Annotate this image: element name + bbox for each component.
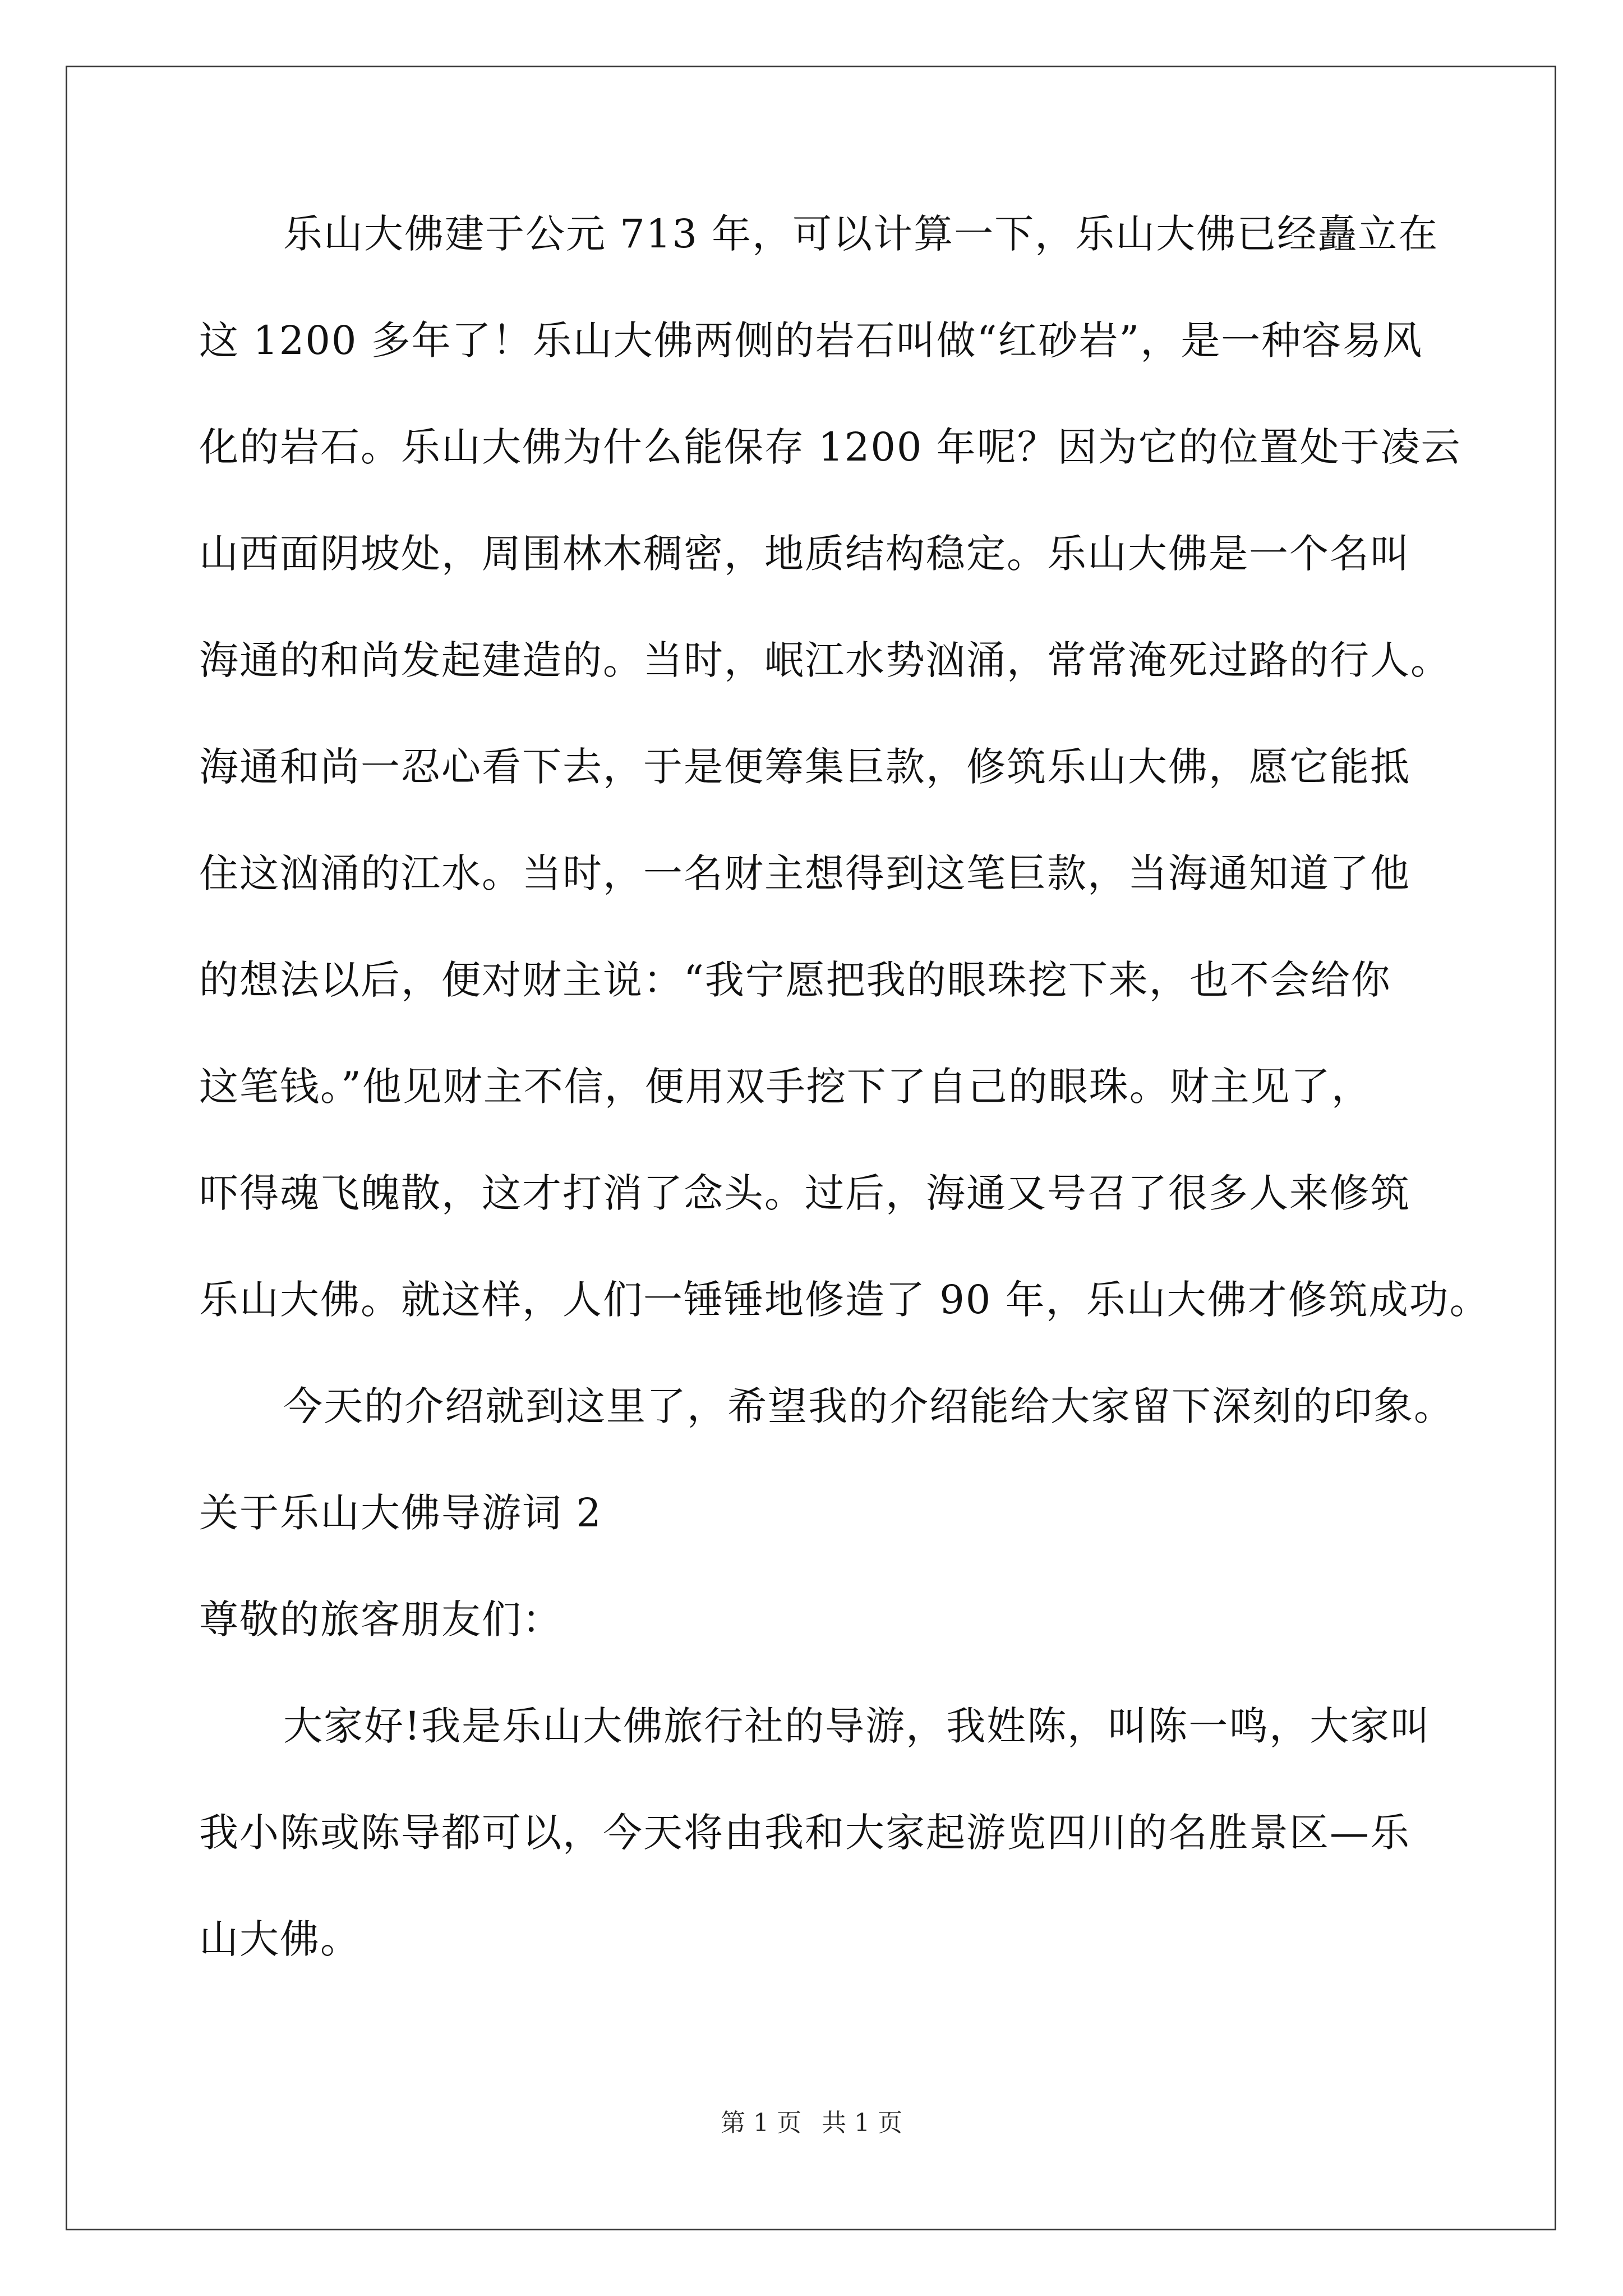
greeting-line: 尊敬的旅客朋友们： [199,1596,562,1642]
paragraph-line: 吓得魂飞魄散，这才打消了念头。过后，海通又号召了很多人来修筑 [199,1170,1410,1216]
paragraph-line: 今天的介绍就到这里了，希望我的介绍能给大家留下深刻的印象。 [283,1383,1454,1429]
paragraph-line: 乐山大佛。就这样，人们一锤锤地修造了 90 年，乐山大佛才修筑成功。 [199,1277,1490,1323]
paragraph-line: 我小陈或陈导都可以，今天将由我和大家起游览四川的名胜景区—乐 [199,1810,1410,1856]
page-border [66,66,1556,2230]
paragraph-line: 乐山大佛建于公元 713 年，可以计算一下，乐山大佛已经矗立在 [283,211,1439,257]
page-total: 共 1 页 [822,2109,902,2137]
paragraph-line: 山西面阴坡处，周围林木稠密，地质结构稳定。乐山大佛是一个名叫 [199,531,1410,577]
paragraph-line: 大家好!我是乐山大佛旅行社的导游，我姓陈，叫陈一鸣，大家叫 [283,1703,1431,1749]
page-number: 第 1 页 [721,2109,801,2137]
paragraph-line: 化的岩石。乐山大佛为什么能保存 1200 年呢？因为它的位置处于凌云 [199,424,1461,470]
paragraph-line: 住这汹涌的江水。当时，一名财主想得到这笔巨款，当海通知道了他 [199,850,1410,896]
paragraph-line: 海通和尚一忍心看下去，于是便筹集巨款，修筑乐山大佛，愿它能抵 [199,744,1410,790]
paragraph-line: 海通的和尚发起建造的。当时，岷江水势汹涌，常常淹死过路的行人。 [199,637,1451,683]
paragraph-line: 这 1200 多年了！乐山大佛两侧的岩石叫做“红砂岩”，是一种容易风 [199,318,1423,364]
page-footer [0,2108,1623,2139]
paragraph-line: 山大佛。 [199,1916,361,1962]
section-heading: 关于乐山大佛导游词 2 [199,1490,602,1536]
paragraph-line: 这笔钱。”他见财主不信，便用双手挖下了自己的眼珠。财主见了， [199,1064,1372,1110]
paragraph-line: 的想法以后，便对财主说：“我宁愿把我的眼珠挖下来，也不会给你 [199,957,1391,1003]
